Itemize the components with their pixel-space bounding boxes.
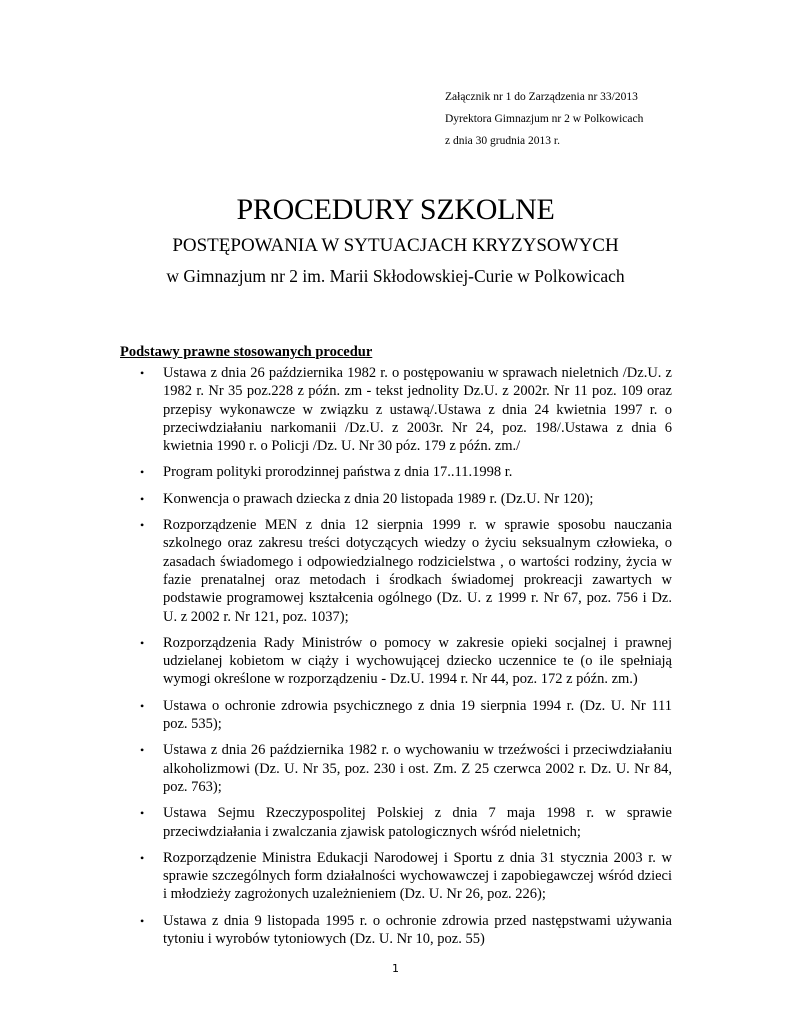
list-item (120, 463, 672, 481)
bullet-icon: • (140, 635, 145, 650)
list-item (120, 364, 672, 455)
list-item (120, 516, 672, 626)
list-item-text: Rozporządzenie MEN z dnia 12 sierpnia 1999 r. w sprawie sposobu nauczania szkolnego oraz zakresu treści dotyczących wiedzy o życiu seksualnym człowieka, o zasadach świadomego i odpowiedzialnego rodzicielstwa , o wartości rodziny, życia w fazie prenatalnej oraz metodach i środkach świadomej prokreacji zawartych w podstawie programowej kształcenia ogólnego (Dz. U. z 1999 r. Nr 67, poz. 756 i Dz. U. z 2002 r. Nr 121, poz. 1037); (163, 517, 672, 625)
attachment-line-1: Załącznik nr 1 do Zarządzenia nr 33/2013 (445, 91, 638, 103)
list-item-text: Rozporządzenia Rady Ministrów o pomocy w zakresie opieki socjalnej i prawnej udzielanej kobietom w ciąży i wychowującej dziecko uczennice te (o ile spełniają wymogi określone w rozporządzeniu - Dz.U. 1994 r. Nr 44, poz. 172 z późn. zm.) (163, 634, 672, 688)
list-item-text: Ustawa o ochronie zdrowia psychicznego z dnia 19 sierpnia 1994 r. (Dz. U. Nr 111 poz. 535); (163, 697, 672, 733)
bullet-icon: • (140, 518, 145, 533)
legal-basis-section (120, 343, 672, 956)
bullet-icon: • (140, 366, 145, 380)
list-item-text: Ustawa z dnia 26 października 1982 r. o wychowaniu w trzeźwości i przeciwdziałaniu alkoholizmowi (Dz. U. Nr 35, poz. 230 i ost. Zm. Z 25 czerwca 2002 r. Dz. U. Nr 84, poz. 763); (163, 742, 672, 795)
section-heading: Podstawy prawne stosowanych procedur (120, 344, 373, 360)
bullet-icon: • (140, 743, 145, 758)
list-item-text: Rozporządzenie Ministra Edukacji Narodowej i Sportu z dnia 31 stycznia 2003 r. w sprawie szczególnych form działalności wychowawczej i zapobiegawczej wśród dzieci i młodzieży zagrożonych uzależnieniem (Dz. U. Nr 26, poz. 226); (163, 849, 672, 903)
list-item-text: Ustawa z dnia 9 listopada 1995 r. o ochronie zdrowia przed następstwami używania tytoniu i wyrobów tytoniowych (Dz. U. Nr 10, poz. 55) (163, 912, 672, 948)
list-item-text: Program polityki prorodzinnej państwa z dnia 17..11.1998 r. (163, 464, 513, 481)
document-title: PROCEDURY SZKOLNE (236, 193, 555, 226)
list-item-text: Ustawa Sejmu Rzeczypospolitej Polskiej z dnia 7 maja 1998 r. w sprawie przeciwdziałania i zwalczania zjawisk patologicznych wśród nieletnich; (163, 805, 672, 840)
bullet-icon: • (140, 465, 145, 480)
list-item (120, 490, 672, 508)
list-item (120, 741, 672, 796)
bullet-icon: • (140, 850, 145, 865)
list-item (120, 849, 672, 904)
bullet-icon: • (140, 491, 145, 506)
document-subtitle: POSTĘPOWANIA W SYTUACJACH KRYZYSOWYCH (172, 235, 619, 256)
list-item-text: Konwencja o prawach dziecka z dnia 20 listopada 1989 r. (Dz.U. Nr 120); (163, 490, 594, 507)
legal-basis-list (120, 364, 672, 948)
list-item (120, 697, 672, 734)
bullet-icon: • (140, 698, 145, 713)
attachment-note (445, 86, 643, 152)
attachment-line-2: Dyrektora Gimnazjum nr 2 w Polkowicach (445, 113, 644, 125)
title-block (0, 190, 791, 290)
bullet-icon: • (140, 913, 145, 928)
school-name: w Gimnazjum nr 2 im. Marii Skłodowskiej-Curie w Polkowicach (166, 266, 625, 286)
list-item (120, 634, 672, 689)
list-item (120, 912, 672, 949)
attachment-line-3: z dnia 30 grudnia 2013 r. (445, 135, 560, 147)
list-item (120, 804, 672, 841)
page-number: 1 (392, 962, 399, 975)
list-item-text: Ustawa z dnia 26 października 1982 r. o postępowaniu w sprawach nieletnich /Dz.U. z 1982 r. Nr 35 poz.228 z późn. zm - tekst jednolity Dz.U. z 2002r. Nr 11 poz. 109 oraz przepisy wykonawcze w związku z ustawą/.Ustawa z dnia 24 kwietnia 1997 r. o przeciwdziałaniu narkomanii /Dz.U. z 2003r. Nr 24, poz. 198/.Ustawa z dnia 6 kwietnia 1990 r. o Policji /Dz. U. Nr 30 póz. 179 z późn. zm./ (163, 365, 672, 455)
bullet-icon: • (140, 806, 145, 821)
